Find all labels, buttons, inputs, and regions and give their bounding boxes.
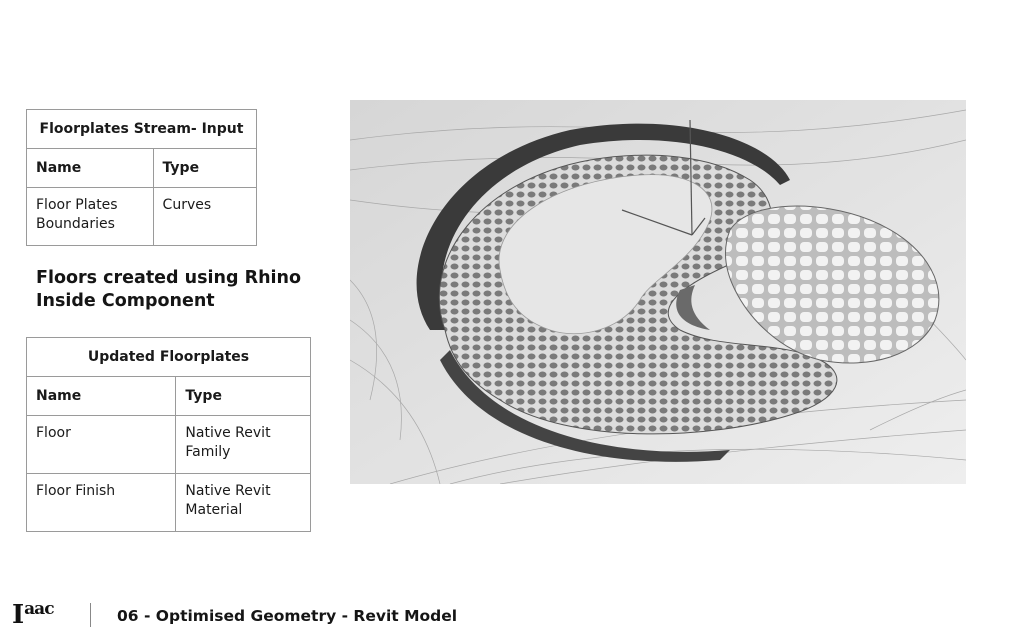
output-row-type: Native Revit Family bbox=[176, 416, 311, 474]
slide-title: 06 - Optimised Geometry - Revit Model bbox=[117, 607, 458, 625]
input-row-type: Curves bbox=[153, 188, 256, 246]
table-row bbox=[27, 416, 311, 474]
iaac-logo bbox=[12, 600, 54, 630]
section-heading: Floors created using Rhino Inside Component bbox=[36, 268, 302, 311]
output-table-caption: Updated Floorplates bbox=[27, 338, 311, 377]
input-row-name: Floor Plates Boundaries bbox=[27, 188, 154, 246]
input-table-caption: Floorplates Stream- Input bbox=[27, 110, 257, 149]
input-header-name: Name bbox=[27, 149, 154, 188]
table-row bbox=[27, 474, 311, 532]
output-header-type: Type bbox=[176, 377, 311, 416]
footer-divider bbox=[90, 603, 91, 627]
table-row bbox=[27, 188, 257, 246]
output-row-type: Native Revit Material bbox=[176, 474, 311, 532]
floorplates-input-table bbox=[26, 109, 257, 246]
logo-letter: I bbox=[12, 600, 24, 630]
output-header-name: Name bbox=[27, 377, 176, 416]
output-row-name: Floor Finish bbox=[27, 474, 176, 532]
logo-superscript: aac bbox=[24, 599, 54, 619]
revit-model-render bbox=[350, 100, 966, 484]
render-illustration bbox=[350, 100, 966, 484]
input-header-type: Type bbox=[153, 149, 256, 188]
updated-floorplates-table bbox=[26, 337, 311, 532]
output-row-name: Floor bbox=[27, 416, 176, 474]
